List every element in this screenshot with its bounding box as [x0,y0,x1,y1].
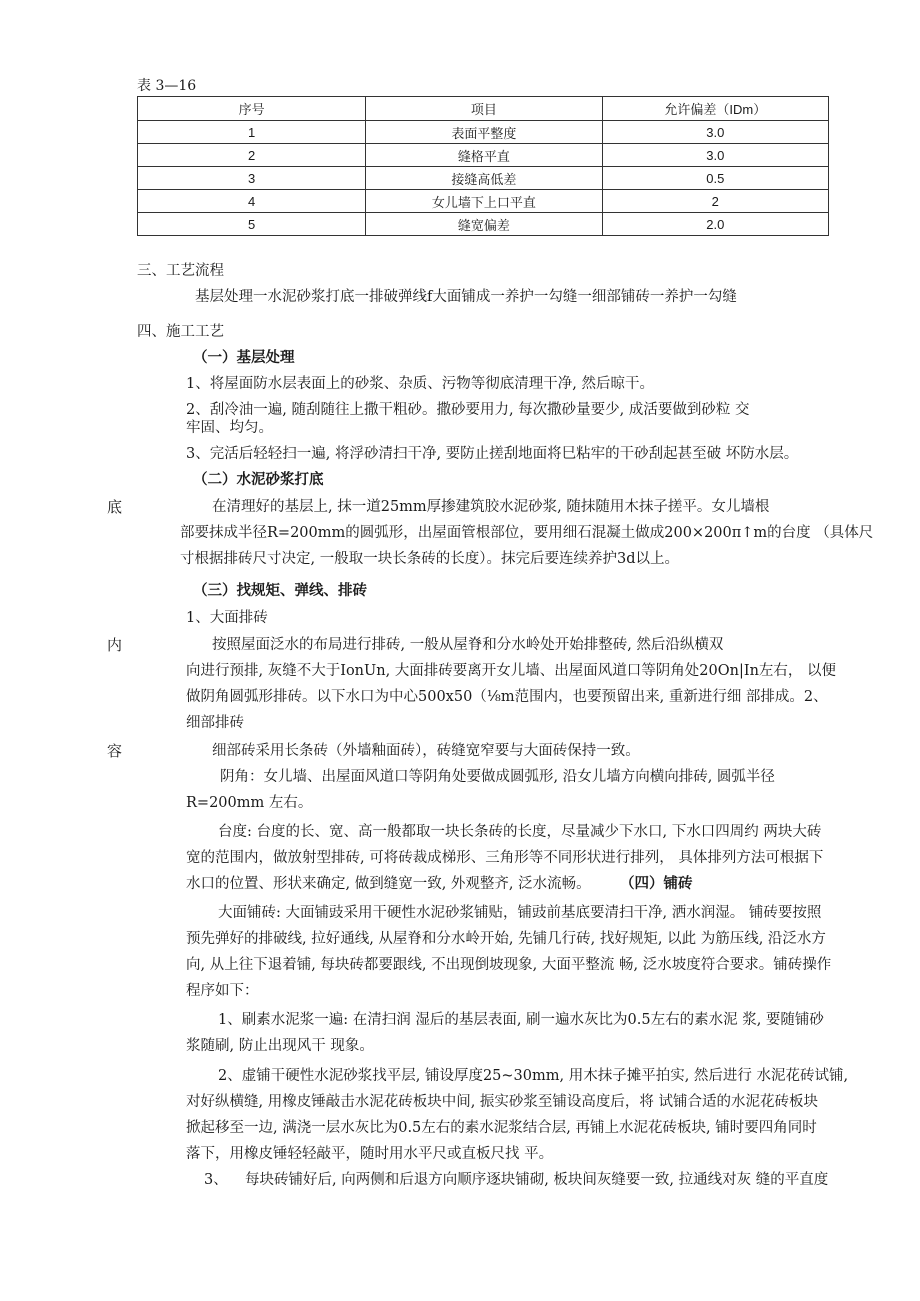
side-label-di: 底 [107,498,123,516]
tolerance-table [137,96,829,236]
paragraph: 程序如下： [186,983,259,999]
paragraph: 1、将屋面防水层表面上的砂浆、杂质、污物等彻底清理干净, 然后晾干。 [186,376,654,392]
paragraph: 做阴角圆弧形排砖。以下水口为中心500x50（⅛m范围内，也要预留出来, 重新进行细 部排成。2、 [186,689,828,705]
paragraph: 向, 从上往下退着铺, 每块砖都要跟线, 不出现倒坡现象, 大面平整流 畅, 泛水坡度符合要求。铺砖操作 [186,957,832,973]
cell-serial: 4 [138,190,366,213]
paragraph: 2、虚铺干硬性水泥砂浆找平层, 铺设厚度25~30mm, 用木抹子摊平拍实, 然后进行 水泥花砖试铺, [218,1068,849,1084]
cell-serial: 3 [138,167,366,190]
paragraph: 按照屋面泛水的布局进行排砖, 一般从屋脊和分水岭处开始排整砖, 然后沿纵横双 [212,637,724,653]
paragraph: 宽的范围内，做放射型排砖, 可将砖裁成梯形、三角形等不同形状进行排列， 具体排列方法可根据下 [186,850,824,866]
paragraph: 在清理好的基层上, 抹一道25mm厚掺建筑胶水泥砂浆, 随抹随用木抹子搓平。女儿墙根 [212,499,770,515]
header-serial: 序号 [138,97,366,121]
cell-tolerance: 2.0 [602,213,828,236]
subsection-2-title: （二）水泥砂浆打底 [193,471,324,488]
cell-item: 接缝高低差 [366,167,602,190]
table-caption: 表 3—16 [137,78,197,94]
cell-item: 缝宽偏差 [366,213,602,236]
paragraph-number: 3、 [204,1172,228,1188]
paragraph: 寸根据排砖尺寸决定, 一般取一块长条砖的长度）。抹完后要连续养护3d以上。 [180,551,679,567]
paragraph: 2、刮冷油一遍, 随刮随往上撒干粗砂。撒砂要用力, 每次撒砂量要少, 成活要做到砂粒 交 [186,402,750,418]
paragraph: 浆随刷, 防止出现风干 现象。 [186,1038,374,1054]
cell-tolerance: 3.0 [602,121,828,144]
subsection-1-title: （一）基层处理 [193,349,295,366]
cell-tolerance: 0.5 [602,167,828,190]
paragraph: R=200mm 左右。 [186,795,313,811]
cell-item: 表面平整度 [366,121,602,144]
side-label-nei: 内 [107,636,123,654]
paragraph: 细部排砖 [186,715,244,731]
section-3-title: 三、工艺流程 [137,263,224,279]
cell-item: 女儿墙下上口平直 [366,190,602,213]
table-row [138,213,829,236]
paragraph: 3、完活后轻轻扫一遍, 将浮砂清扫干净, 要防止搓刮地面将巳粘牢的干砂刮起甚至破 坏防水层。 [186,446,799,462]
process-flow: 基层处理一水泥砂浆打底一排破弹线f大面铺成一养护一勾缝一细部铺砖一养护一勾缝 [195,289,737,305]
section-4-title: 四、施工工艺 [137,324,224,340]
header-item: 项目 [366,97,602,121]
paragraph: 落下，用橡皮锤轻轻敲平，随时用水平尺或直板尺找 平。 [186,1146,554,1162]
paragraph: 掀起移至一边, 满浇一层水灰比为0.5左右的素水泥浆结合层, 再铺上水泥花砖板块, 铺时要四角同时 [186,1120,817,1136]
paragraph: 细部砖采用长条砖（外墙釉面砖），砖缝宽窄要与大面砖保持一致。 [212,743,640,759]
table-header-row [138,97,829,121]
paragraph: 1、大面排砖 [186,610,268,626]
side-label-rong: 容 [107,742,123,760]
paragraph: 每块砖铺好后, 向两侧和后退方向顺序逐块铺砌, 板块间灰缝要一致, 拉通线对灰 缝的平直度 [245,1172,829,1188]
paragraph: 水口的位置、形状来确定, 做到缝宽一致, 外观整齐, 泛水流畅。 [186,876,591,892]
subsection-3-title: （三）找规矩、弹线、排砖 [193,582,367,599]
cell-item: 缝格平直 [366,144,602,167]
paragraph: 1、刷素水泥浆一遍: 在清扫润 湿后的基层表面, 刷一遍水灰比为0.5左右的素水泥 浆, 要随铺砂 [218,1012,824,1028]
paragraph: 牢固、均匀。 [186,420,273,436]
paragraph: 预先弹好的排破线, 拉好通线, 从屋脊和分水岭开始, 先铺几行砖, 找好规矩, 以此 为筋压线, 沿泛水方 [186,931,826,947]
paragraph: 部要抹成半径R=200mm的圆弧形，出屋面管根部位，要用细石混凝土做成200×200π↑m的台度 （具体尺 [180,525,874,541]
cell-serial: 5 [138,213,366,236]
paragraph: 台度: 台度的长、宽、高一般都取一块长条砖的长度，尽量减少下水口, 下水口四周约 两块大砖 [218,824,822,840]
cell-tolerance: 3.0 [602,144,828,167]
cell-tolerance: 2 [602,190,828,213]
table-row [138,121,829,144]
table-row [138,144,829,167]
table-row [138,167,829,190]
paragraph: 向进行预排, 灰缝不大于IonUn, 大面排砖要离开女儿墙、出屋面风道口等阴角处20On|In左右， 以便 [186,663,837,679]
cell-serial: 1 [138,121,366,144]
subsection-4-title: （四）铺砖 [620,875,693,892]
paragraph: 对好纵横缝, 用橡皮锤敲击水泥花砖板块中间, 振实砂浆至铺设高度后，将 试铺合适的水泥花砖板块 [186,1094,819,1110]
table-row [138,190,829,213]
paragraph: 阴角：女儿墙、出屋面风道口等阴角处要做成圆弧形, 沿女儿墙方向横向排砖, 圆弧半径 [220,769,775,785]
paragraph: 大面铺砖: 大面铺豉采用干硬性水泥砂浆铺贴，铺豉前基底要清扫干净, 洒水润湿。 铺砖要按照 [218,905,822,921]
header-tolerance: 允许偏差（IDm） [602,97,828,121]
cell-serial: 2 [138,144,366,167]
